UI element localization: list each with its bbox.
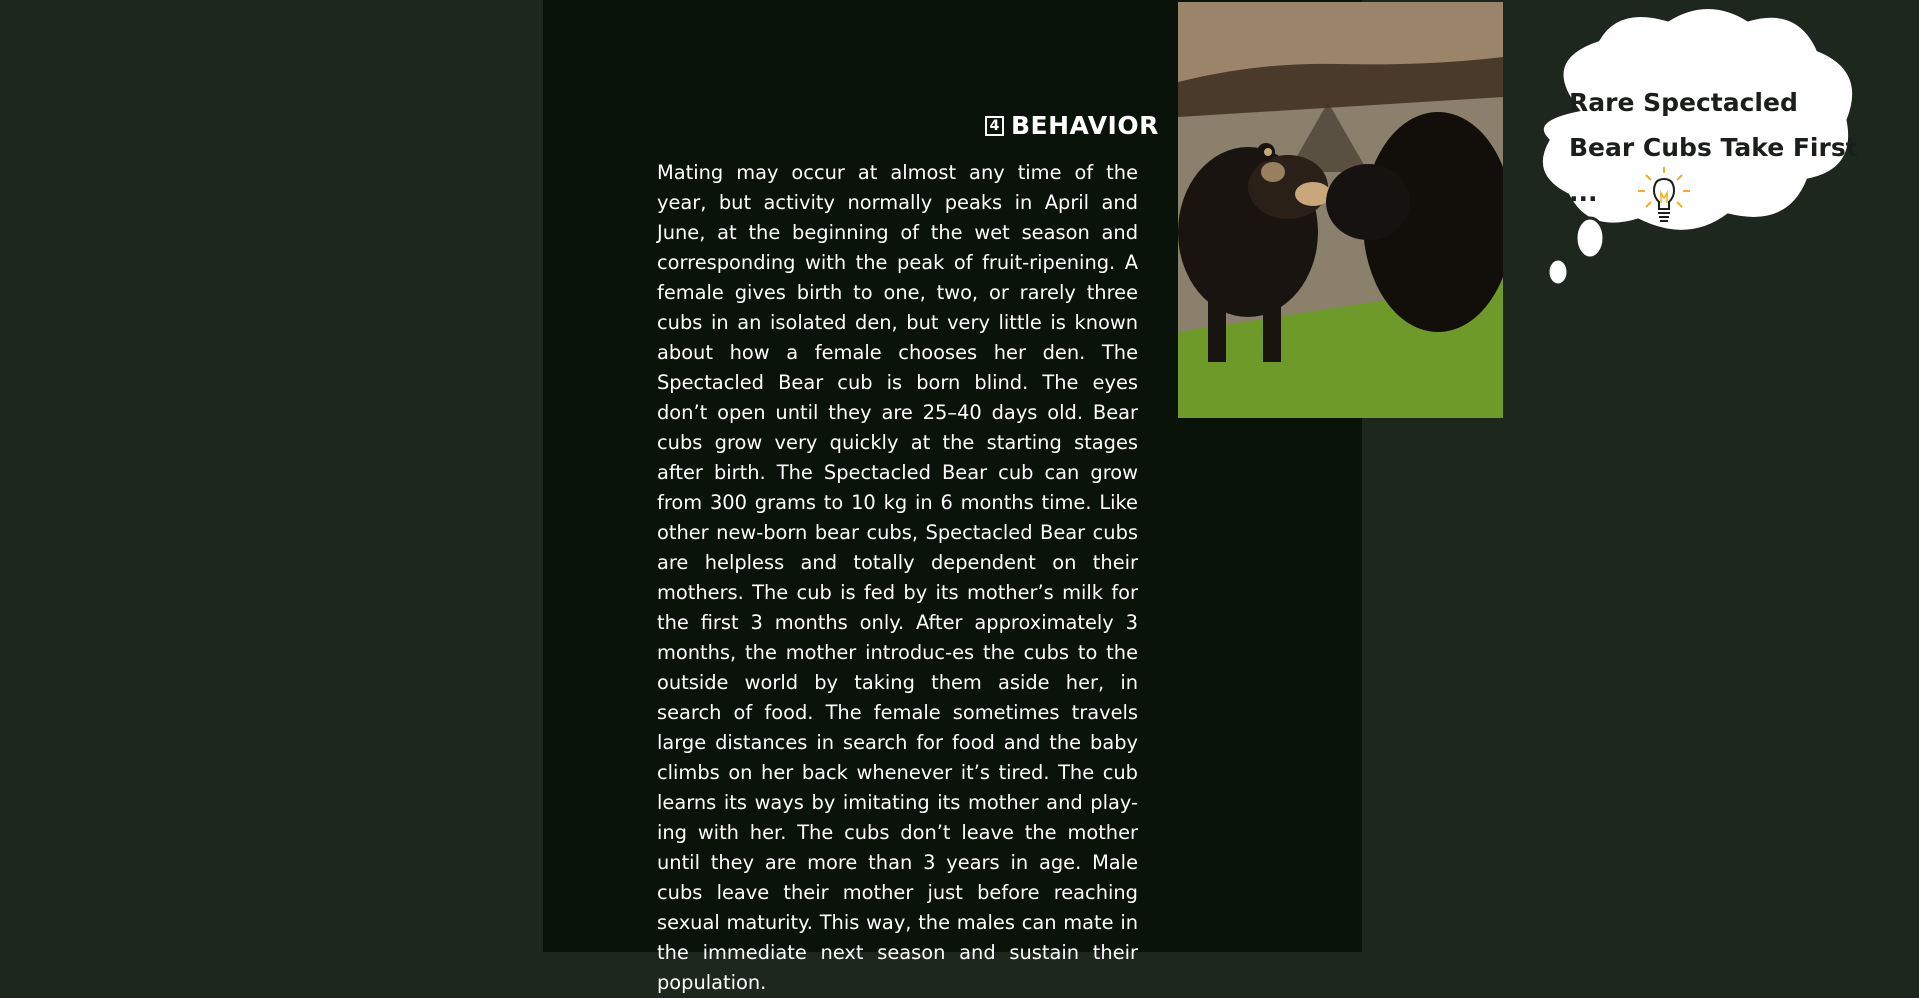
section-number-badge: 4 xyxy=(985,116,1004,136)
section-title: BEHAVIOR xyxy=(1011,111,1159,140)
tip-text[interactable]: Rare Spectacled Bear Cubs Take First ... xyxy=(1569,88,1858,207)
lightbulb-icon xyxy=(1634,165,1694,227)
bear-cubs-illustration xyxy=(1178,2,1503,418)
section-heading xyxy=(985,111,1159,140)
section-body: Mating may occur at almost any time of the year, but activity normally peaks in April and June, at the beginning of the wet season and corresponding with the peak of fruit-ripening. A female gives birth to one, two, or rarely three cubs in an isolated den, but very little is known about how a female chooses her den. The Spectacled Bear cub is born blind. The eyes don’t open until they are 25–40 days old. Bear cubs grow very quickly at the starting stages after birth. The Spectacled Bear cub can grow from 300 grams to 10 kg in 6 months time. Like other new-born bear cubs, Spectacled Bear cubs are helpless and totally dependent on their mothers. The cub is fed by its mother’s milk for the first 3 months only. After approximately 3 months, the mother introduc-es the cubs to the outside world by taking them aside her, in search of food. The female sometimes travels large distances in search for food and the baby climbs on her back whenever it’s tired. The cub learns its ways by imitating its mother and play-ing with her. The cubs don’t leave the mother until they are more than 3 years in age. Male cubs leave their mother just before reaching sexual maturity. This way, the males can mate in the immediate next season and sustain their population. xyxy=(657,161,1138,994)
bear-cubs-photo xyxy=(1178,2,1503,418)
